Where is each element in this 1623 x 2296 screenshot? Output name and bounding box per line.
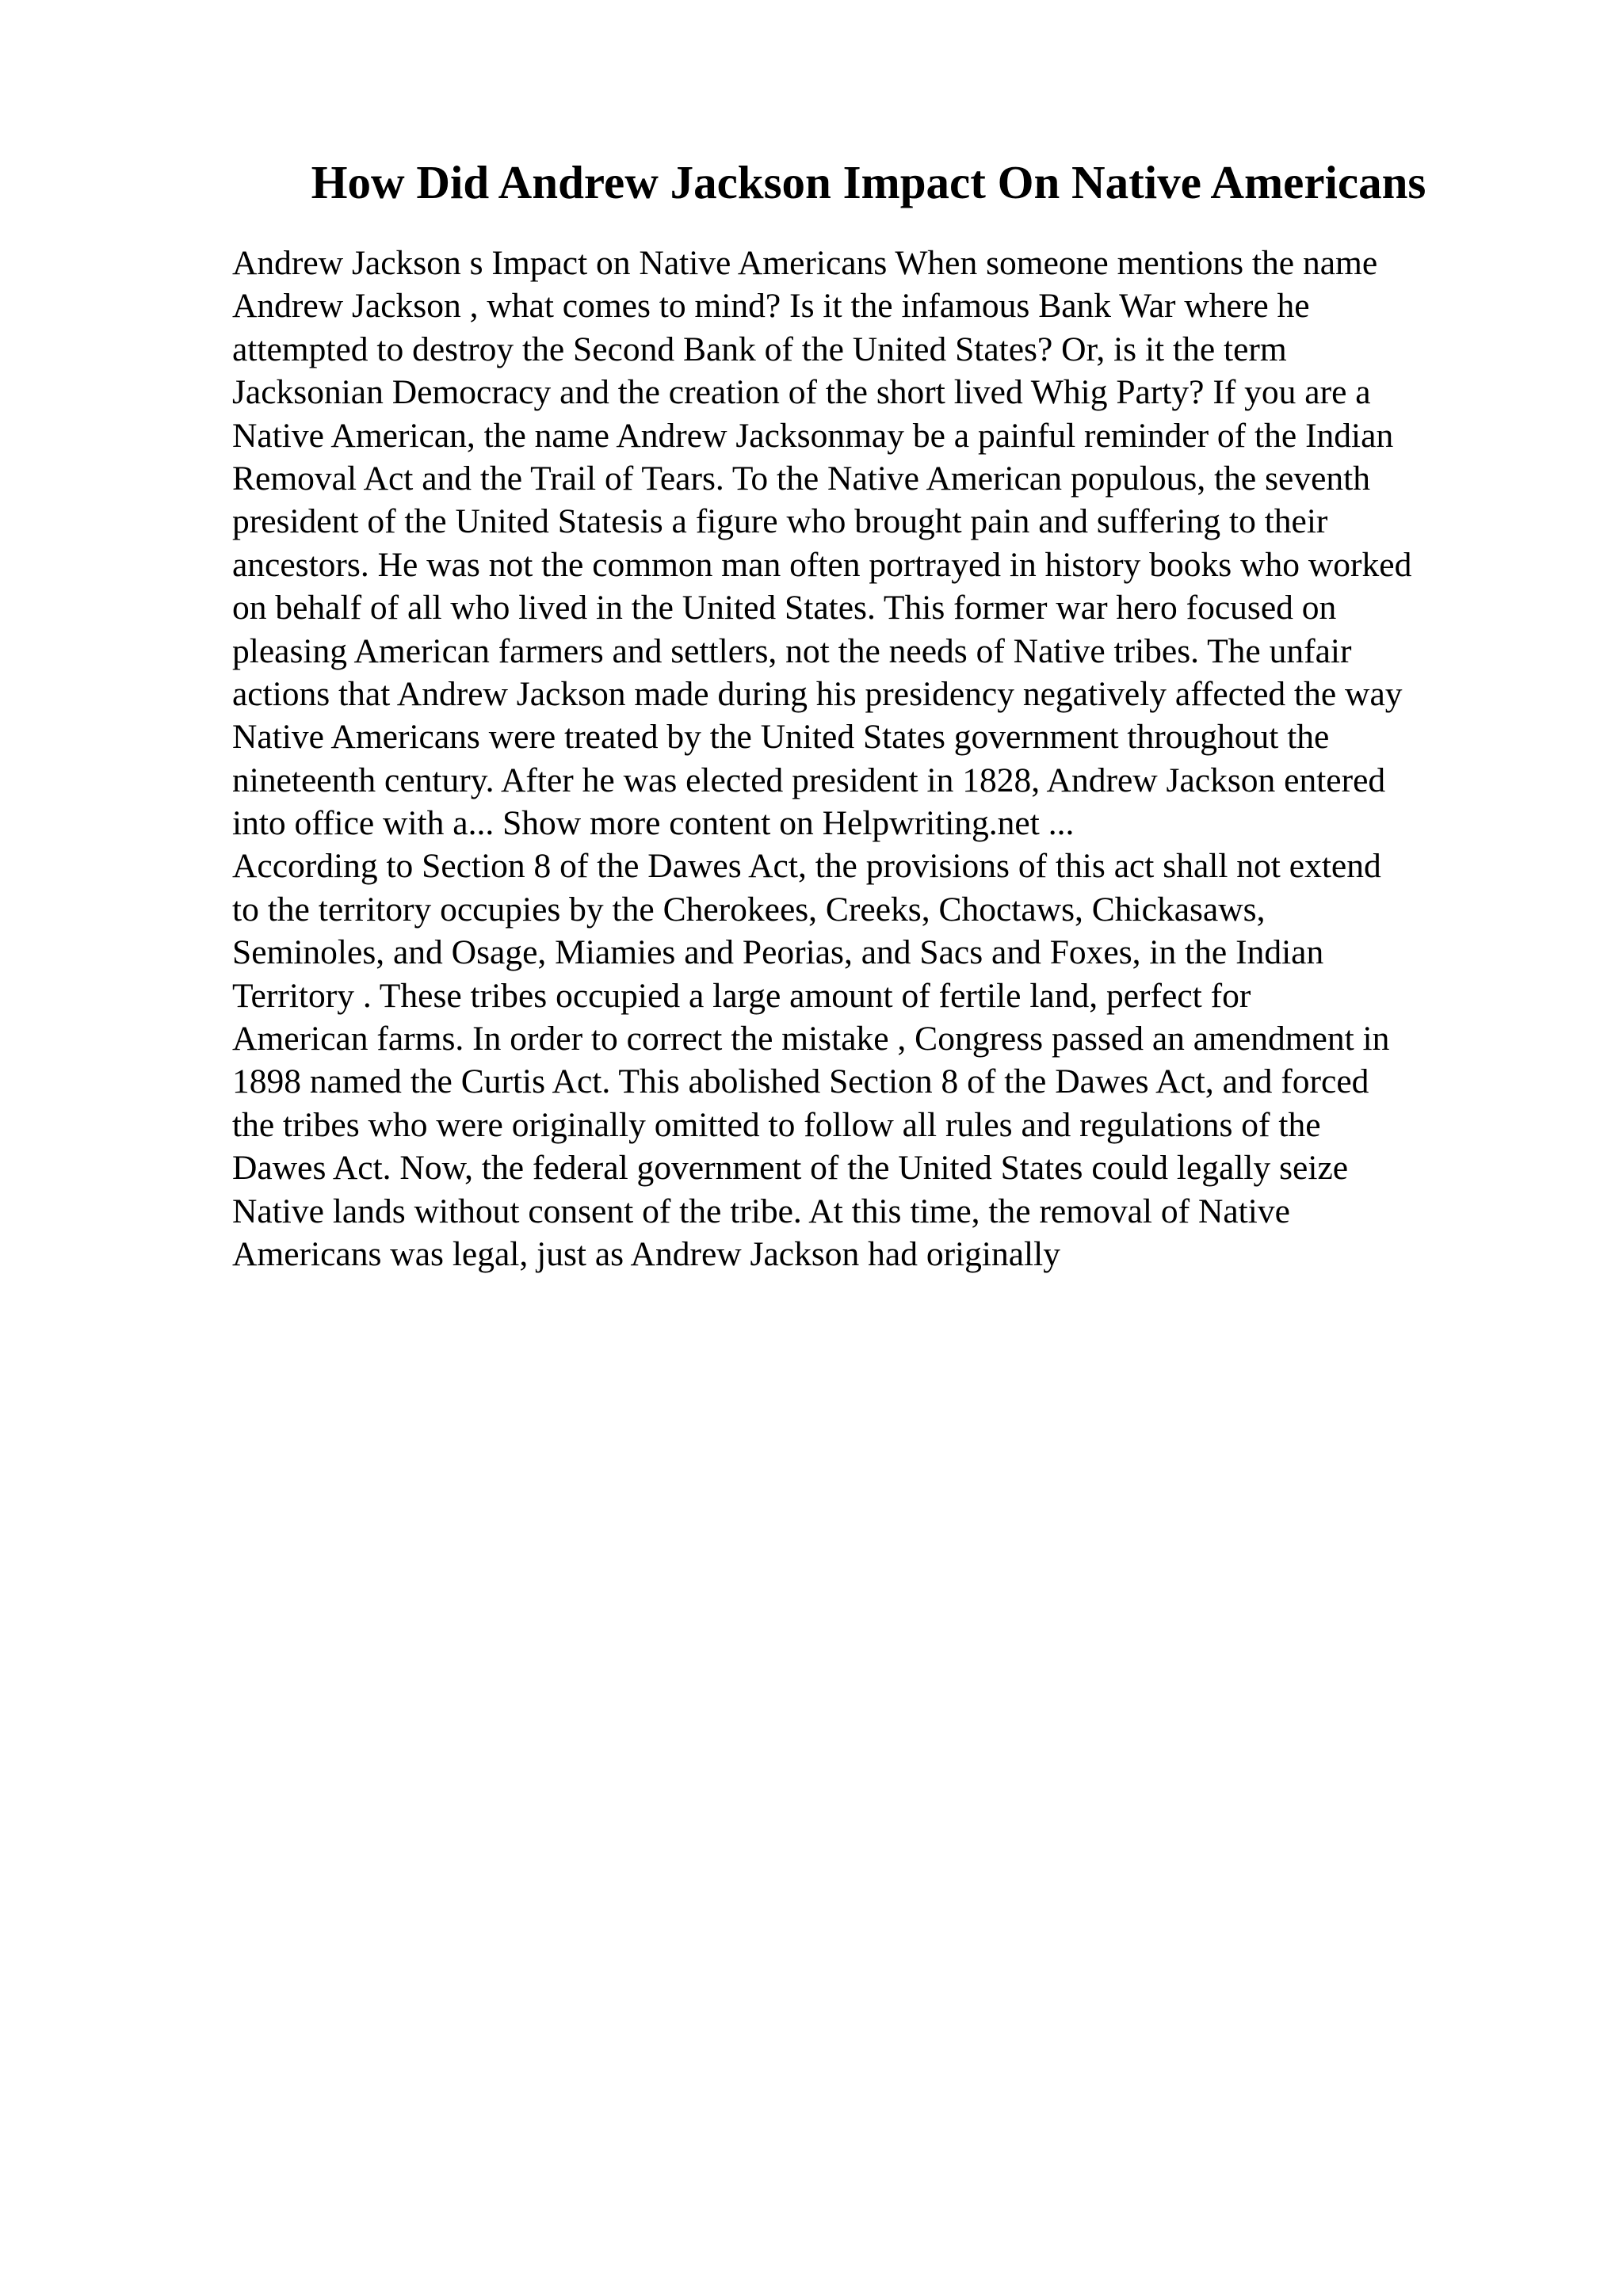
body-text-line: Native lands without consent of the tribe. At this time, the removal of Native xyxy=(232,1192,1290,1230)
body-text-line: on behalf of all who lived in the United States. This former war hero focused on xyxy=(232,589,1337,627)
body-text-line: to the territory occupies by the Cherokees, Creeks, Choctaws, Chickasaws, xyxy=(232,890,1266,929)
body-text-line: Territory . These tribes occupied a large amount of fertile land, perfect for xyxy=(232,976,1251,1015)
body-text-line: Dawes Act. Now, the federal government of the United States could legally seize xyxy=(232,1149,1349,1188)
body-text-line: actions that Andrew Jackson made during his presidency negatively affected the way xyxy=(232,674,1403,713)
body-text-line: the tribes who were originally omitted to follow all rules and regulations of the xyxy=(232,1105,1321,1144)
body-text-line: Andrew Jackson , what comes to mind? Is it the infamous Bank War where he xyxy=(232,287,1310,326)
body-text-line: Removal Act and the Trail of Tears. To the Native American populous, the seventh xyxy=(232,459,1370,498)
body-text-line: According to Section 8 of the Dawes Act, the provisions of this act shall not extend xyxy=(232,847,1381,886)
body-text-line: Americans was legal, just as Andrew Jackson had originally xyxy=(232,1234,1060,1273)
body-text-line: ancestors. He was not the common man often portrayed in history books who worked xyxy=(232,545,1412,584)
body-text-line: into office with a... Show more content on Helpwriting.net ... xyxy=(232,804,1075,843)
body-text-line: 1898 named the Curtis Act. This abolished Section 8 of the Dawes Act, and forced xyxy=(232,1062,1369,1101)
document-body xyxy=(232,242,1516,1276)
body-text-line: Native American, the name Andrew Jacksonmay be a painful reminder of the Indian xyxy=(232,416,1394,455)
body-text-line: Andrew Jackson s Impact on Native Americans When someone mentions the name xyxy=(232,244,1378,282)
body-text-line: president of the United Statesis a figure who brought pain and suffering to their xyxy=(232,502,1328,541)
body-text-line: Jacksonian Democracy and the creation of the short lived Whig Party? If you are a xyxy=(232,373,1371,412)
body-text-line: Seminoles, and Osage, Miamies and Peorias, and Sacs and Foxes, in the Indian xyxy=(232,933,1324,972)
body-text-line: Native Americans were treated by the United States government throughout the xyxy=(232,718,1330,757)
body-text-line: American farms. In order to correct the mistake , Congress passed an amendment in xyxy=(232,1020,1390,1058)
document-title: How Did Andrew Jackson Impact On Native Americans xyxy=(311,156,1426,208)
body-text-line: attempted to destroy the Second Bank of the United States? Or, is it the term xyxy=(232,330,1287,368)
body-text-line: pleasing American farmers and settlers, not the needs of Native tribes. The unfair xyxy=(232,631,1352,670)
body-text-line: nineteenth century. After he was elected president in 1828, Andrew Jackson entered xyxy=(232,761,1386,799)
